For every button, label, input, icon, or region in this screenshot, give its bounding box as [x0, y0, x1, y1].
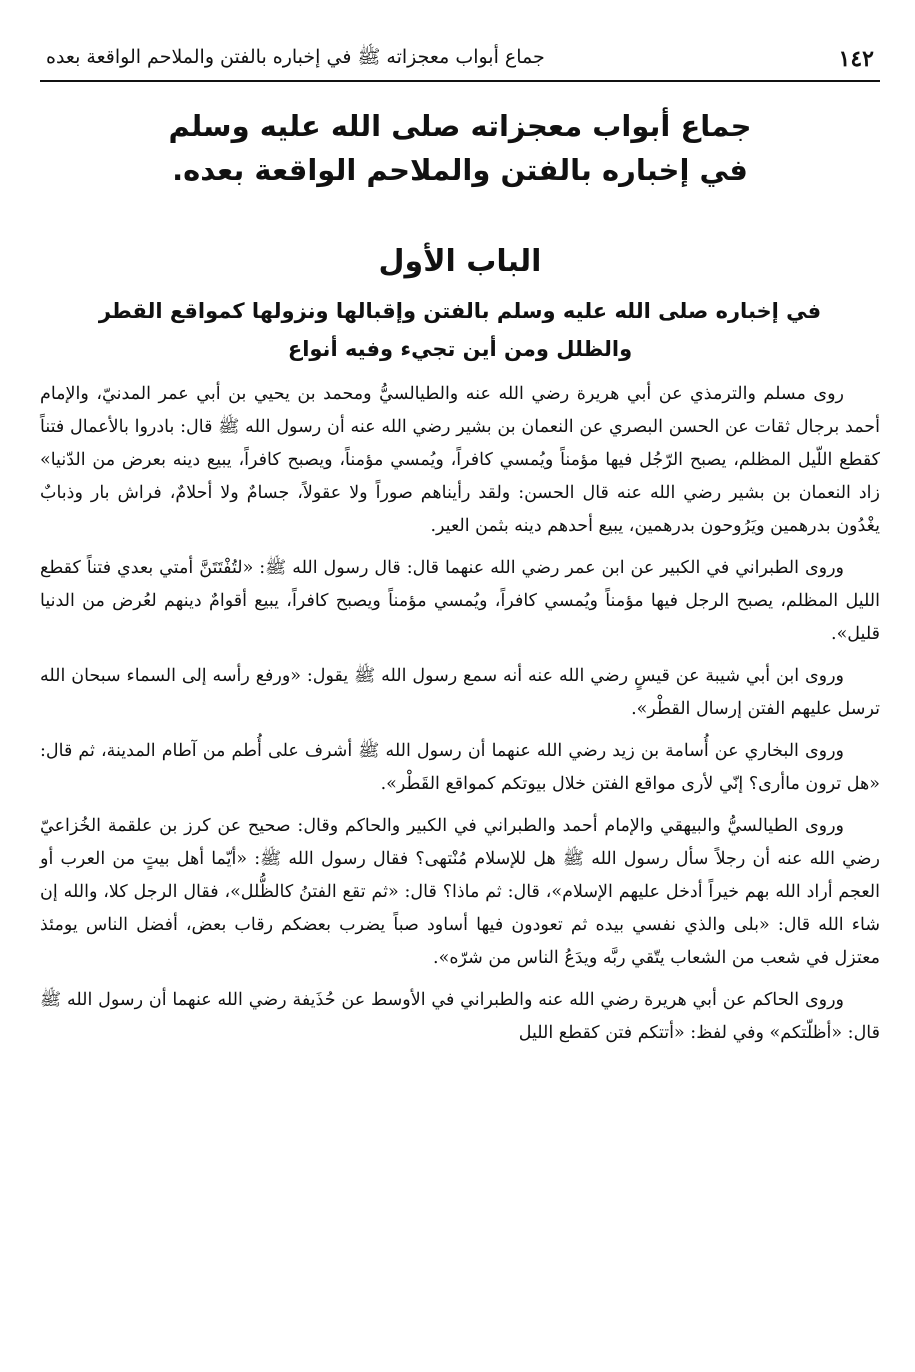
collection-title-line-1: جماع أبواب معجزاته صلى الله عليه وسلم — [168, 109, 752, 143]
paragraph: وروى ابن أبي شيبة عن قيسٍ رضي الله عنه أنه سمع رسول الله ﷺ يقول: «ورفع رأسه إلى السماء سبحان الله ترسل عليهم الفتن إرسال القطْر». — [40, 666, 880, 719]
paragraph: وروى الطيالسيُّ والبيهقي والإمام أحمد والطبراني في الكبير والحاكم وقال: صحيح عن كرز بن علقمة الخُزاعيّ رضي الله عنه أن رجلاً سأل رسول الله ﷺ هل للإسلام مُنْتهى؟ فقال رسول الله ﷺ: «أيّما أهل بيتٍ من العرب أو العجم أراد الله بهم خيراً أدخل عليهم الإسلام»، قال: ثم ماذا؟ قال: «ثم تقع الفتنُ كالظُّلل»، فقال الرجل كلا، والله إن شاء الله قال: «بلى والذي نفسي بيده ثم تعودون فيها أساود صباً يضرب بعضكم رقاب بعض، أفضل الناس يومئذ معتزل في شعب من الشعاب يتّقي ربَّه ويدَعُ الناس من شرّه». — [40, 816, 880, 968]
chapter-subtitle — [40, 292, 880, 368]
collection-title — [40, 104, 880, 192]
body-text — [40, 378, 880, 1050]
paragraph: وروى الطبراني في الكبير عن ابن عمر رضي الله عنهما قال: قال رسول الله ﷺ: «لتُفْتَتَنَّ أمتي بعدي فتناً كقطع الليل المظلم، يصبح الرجل فيها مؤمناً ويُمسي كافراً، ويُمسي مؤمناً ويصبح كافراً، يبيع أقوامٌ دينهم لعُرض من الدنيا قليل». — [40, 558, 880, 644]
collection-title-line-2: في إخباره بالفتن والملاحم الواقعة بعده. — [172, 153, 748, 187]
book-page — [40, 38, 880, 1358]
running-header — [40, 38, 880, 82]
chapter-title: الباب الأول — [378, 244, 542, 279]
running-title: جماع أبواب معجزاته ﷺ في إخباره بالفتن والملاحم الواقعة بعده — [46, 46, 545, 68]
paragraph: روى مسلم والترمذي عن أبي هريرة رضي الله عنه والطيالسيُّ ومحمد بن يحيي بن أبي عمر المدنيّ، والإمام أحمد برجال ثقات عن الحسن البصري عن النعمان بن بشير رضي الله عنه أن رسول الله ﷺ قال: بادروا بالأعمال فتناً كقطع اللّيل المظلم، يصبح الرّجُل فيها مؤمناً ويُمسي كافراً، ويُمسي مؤمناً، ويصبح كافراً، يبيع دينه بعرض من الدّنيا» زاد النعمان بن بشير رضي الله عنه قال الحسن: ولقد رأيناهم صوراً ولا عقولاً، جسامٌ ولا أحلامٌ، فراش بار وذبابٌ يغْدُون بدرهمين ويَرُوحون بدرهمين، يبيع أحدهم دينه بثمن العير. — [40, 384, 880, 536]
chapter-subtitle-line-2: والظلل ومن أين تجيء وفيه أنواع — [287, 337, 633, 361]
paragraph: وروى الحاكم عن أبي هريرة رضي الله عنه والطبراني في الأوسط عن حُذَيفة رضي الله عنهما أن رسول الله ﷺ قال: «أظلّتكم» وفي لفظ: «أتتكم فتن كقطع الليل — [40, 990, 880, 1043]
paragraph: وروى البخاري عن أُسامة بن زيد رضي الله عنهما أن رسول الله ﷺ أشرف على أُطم من آطام المدينة، ثم قال: «هل ترون ماأرى؟ إنّي لأرى مواقع الفتن خلال بيوتكم كمواقع القَطْر». — [40, 741, 880, 794]
page-number: ١٤٢ — [838, 46, 874, 72]
chapter-subtitle-line-1: في إخباره صلى الله عليه وسلم بالفتن وإقبالها ونزولها كمواقع القطر — [98, 299, 822, 323]
